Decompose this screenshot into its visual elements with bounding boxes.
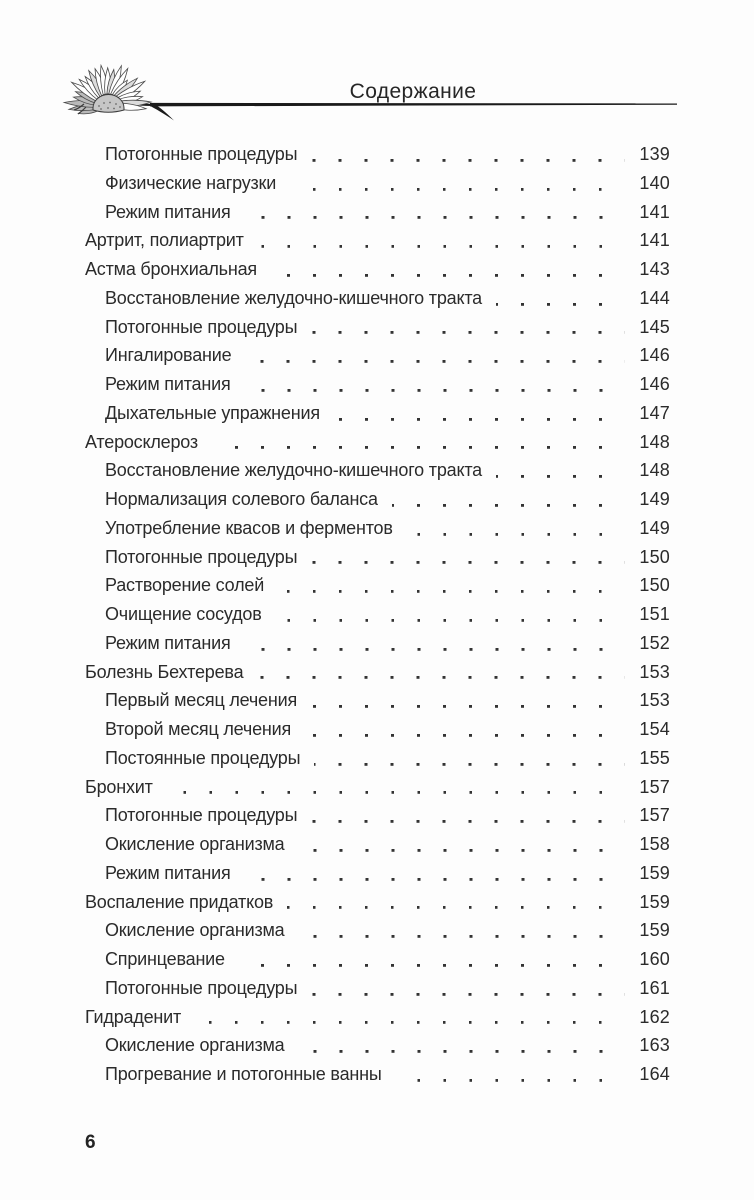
dot-leader xyxy=(392,485,625,514)
toc-entry xyxy=(85,888,670,917)
dot-leader xyxy=(239,945,625,974)
dot-leader xyxy=(311,543,625,572)
toc-entry-page: 148 xyxy=(639,460,670,481)
toc-entry-page: 148 xyxy=(639,431,670,452)
toc-entry-label: Дыхательные упражнения xyxy=(105,402,320,423)
toc-entry xyxy=(85,341,670,370)
toc-list xyxy=(85,140,670,1089)
toc-entry-page: 146 xyxy=(639,374,670,394)
toc-entry-label: Растворение солей xyxy=(105,575,265,596)
toc-entry xyxy=(85,1060,670,1089)
toc-entry-page: 150 xyxy=(639,546,670,567)
flower-center-dot xyxy=(100,108,102,110)
toc-entry-page: 153 xyxy=(639,690,670,711)
toc-entry-page: 141 xyxy=(639,230,670,251)
toc-entry-label: Воспаление придатков xyxy=(85,891,274,912)
dot-leader xyxy=(167,773,625,802)
toc-entry-label: Окисление организма xyxy=(105,920,285,941)
page-title: Содержание xyxy=(349,80,477,103)
toc-entry xyxy=(85,226,670,255)
toc-entry-label: Восстановление желудочно-кишечного тракта xyxy=(105,460,482,481)
toc-entry-page: 155 xyxy=(639,747,670,768)
toc-entry xyxy=(85,169,670,198)
toc-entry-label: Ингалирование xyxy=(105,345,232,366)
toc-entry xyxy=(85,313,670,342)
toc-entry xyxy=(85,945,670,974)
flower-center-dot xyxy=(98,105,100,107)
toc-entry-label: Гидраденит xyxy=(85,1006,182,1027)
toc-entry xyxy=(85,543,670,572)
dot-leader xyxy=(287,888,625,917)
toc-entry-page: 147 xyxy=(639,402,670,423)
toc-entry-label: Окисление организма xyxy=(105,1035,285,1056)
toc-entry xyxy=(85,428,670,457)
toc-entry-page: 157 xyxy=(639,776,670,797)
toc-entry xyxy=(85,485,670,514)
dot-leader xyxy=(299,1031,626,1060)
toc-entry-label: Потогонные процедуры xyxy=(105,977,298,998)
dot-leader xyxy=(278,571,625,600)
toc-entry-page: 150 xyxy=(639,575,670,596)
flower-center-dot xyxy=(119,106,121,108)
toc-entry-label: Болезнь Бехтерева xyxy=(85,661,244,682)
dot-leader xyxy=(299,830,626,859)
toc-entry-label: Восстановление желудочно-кишечного тракта xyxy=(105,287,482,308)
dot-leader xyxy=(258,226,625,255)
toc-entry xyxy=(85,1031,670,1060)
toc-entry-label: Атеросклероз xyxy=(85,431,198,452)
dot-leader xyxy=(212,428,625,457)
dot-leader xyxy=(496,456,625,485)
dot-leader xyxy=(314,744,625,773)
toc-entry xyxy=(85,255,670,284)
toc-entry-page: 159 xyxy=(639,920,670,941)
header-ornament xyxy=(0,0,754,140)
toc-entry-page: 140 xyxy=(639,172,670,193)
toc-entry-page: 145 xyxy=(639,316,670,337)
toc-entry-label: Постоянные процедуры xyxy=(105,747,301,768)
toc-entry xyxy=(85,399,670,428)
toc-entry xyxy=(85,974,670,1003)
toc-entry-label: Потогонные процедуры xyxy=(105,805,298,826)
toc-entry-label: Режим питания xyxy=(105,862,231,883)
toc-entry-label: Спринцевание xyxy=(105,949,225,969)
toc-entry xyxy=(85,600,670,629)
dot-leader xyxy=(245,341,625,370)
toc-entry-page: 164 xyxy=(639,1064,670,1084)
toc-entry-page: 151 xyxy=(639,604,670,624)
dot-leader xyxy=(311,974,625,1003)
toc-entry xyxy=(85,1003,670,1032)
toc-entry xyxy=(85,370,670,399)
toc-entry-label: Физические нагрузки xyxy=(105,172,277,193)
dot-leader xyxy=(334,399,625,428)
toc-entry-page: 161 xyxy=(639,977,670,998)
page-number: 6 xyxy=(85,1132,96,1153)
toc-entry xyxy=(85,629,670,658)
toc-entry-page: 139 xyxy=(639,144,670,164)
flower-center-dot xyxy=(103,102,105,104)
toc-entry-page: 149 xyxy=(639,489,670,509)
toc-entry-page: 146 xyxy=(639,345,670,366)
toc-entry-label: Прогревание и потогонные ванны xyxy=(105,1064,382,1084)
toc-entry xyxy=(85,140,670,169)
toc-entry-page: 143 xyxy=(639,259,670,279)
dot-leader xyxy=(271,255,625,284)
toc-entry-label: Артрит, полиартрит xyxy=(85,230,244,251)
toc-entry-label: Нормализация солевого баланса xyxy=(105,489,378,509)
dot-leader xyxy=(195,1003,625,1032)
flower-center-dot xyxy=(115,103,117,105)
toc-entry-label: Режим питания xyxy=(105,374,231,394)
toc-entry xyxy=(85,744,670,773)
toc-entry xyxy=(85,686,670,715)
flower-center-dot xyxy=(113,108,115,110)
toc-entry-page: 152 xyxy=(639,632,670,653)
toc-entry-page: 162 xyxy=(639,1006,670,1027)
toc-entry xyxy=(85,916,670,945)
flower-center-dot xyxy=(109,102,111,104)
toc-entry-label: Бронхит xyxy=(85,776,153,797)
flower-center-dot xyxy=(107,107,109,109)
toc-entry-page: 159 xyxy=(639,891,670,912)
dot-leader xyxy=(276,600,625,629)
toc-entry-label: Астма бронхиальная xyxy=(85,259,257,279)
toc-entry-page: 144 xyxy=(639,287,670,308)
dot-leader xyxy=(245,629,626,658)
toc-entry xyxy=(85,830,670,859)
toc-entry-page: 160 xyxy=(639,949,670,969)
dot-leader xyxy=(290,169,625,198)
toc-entry xyxy=(85,715,670,744)
toc-entry-label: Второй месяц лечения xyxy=(105,719,292,739)
dot-leader xyxy=(311,801,625,830)
dot-leader xyxy=(257,658,625,687)
dot-leader xyxy=(407,514,625,543)
toc-entry-label: Режим питания xyxy=(105,201,231,222)
toc-entry xyxy=(85,571,670,600)
toc-entry-page: 154 xyxy=(639,719,670,739)
toc-entry xyxy=(85,773,670,802)
toc-entry-label: Употребление квасов и ферментов xyxy=(105,517,393,538)
dot-leader xyxy=(245,859,626,888)
dot-leader xyxy=(305,715,625,744)
toc-entry-label: Потогонные процедуры xyxy=(105,316,298,337)
toc-entry-label: Режим питания xyxy=(105,632,231,653)
dot-leader xyxy=(311,140,625,169)
toc-entry-label: Окисление организма xyxy=(105,834,285,854)
toc-entry xyxy=(85,456,670,485)
dot-leader xyxy=(245,370,626,399)
toc-entry-page: 153 xyxy=(639,661,670,682)
toc-entry xyxy=(85,284,670,313)
dot-leader xyxy=(245,198,626,227)
toc-entry-page: 158 xyxy=(639,834,670,854)
dot-leader xyxy=(311,686,625,715)
toc-entry-label: Потогонные процедуры xyxy=(105,546,298,567)
toc-entry xyxy=(85,514,670,543)
dot-leader xyxy=(311,313,625,342)
toc-entry-label: Потогонные процедуры xyxy=(105,144,298,164)
toc-entry-page: 163 xyxy=(639,1035,670,1056)
flower-icon xyxy=(64,65,151,114)
toc-entry xyxy=(85,198,670,227)
dot-leader xyxy=(299,916,626,945)
toc-entry-label: Первый месяц лечения xyxy=(105,690,298,711)
toc-entry xyxy=(85,658,670,687)
dot-leader xyxy=(496,284,625,313)
toc-entry xyxy=(85,801,670,830)
toc-entry-page: 157 xyxy=(639,805,670,826)
toc-entry-label: Очищение сосудов xyxy=(105,604,262,624)
toc-entry-page: 149 xyxy=(639,517,670,538)
toc-entry-page: 159 xyxy=(639,862,670,883)
toc-entry-page: 141 xyxy=(639,201,670,222)
dot-leader xyxy=(396,1060,625,1089)
toc-entry xyxy=(85,859,670,888)
